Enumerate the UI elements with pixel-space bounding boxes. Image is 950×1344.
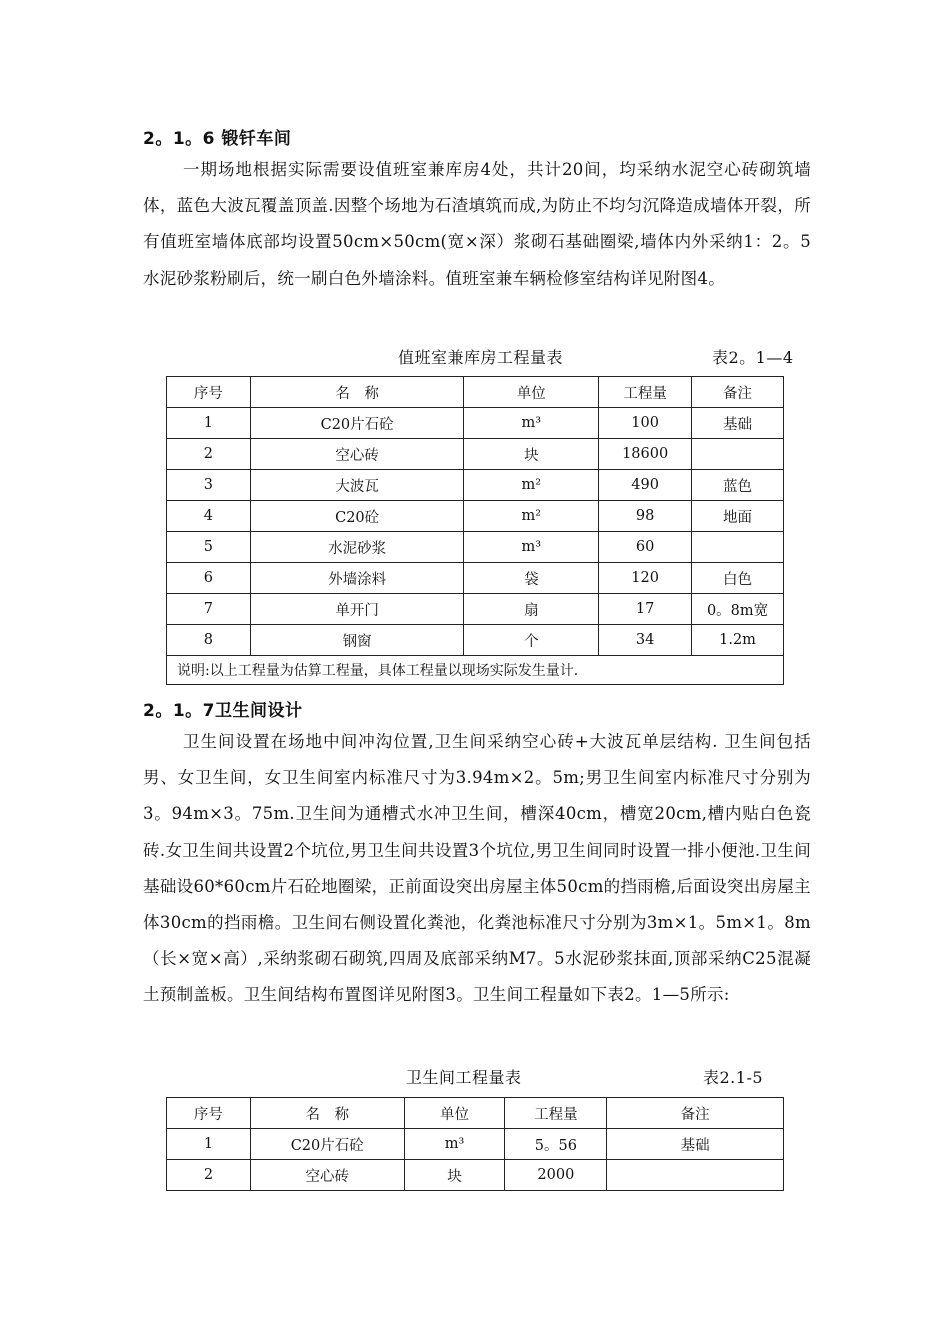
table-cell: 块 xyxy=(464,439,599,470)
table-cell: 120 xyxy=(599,563,692,594)
table-cell: 8 xyxy=(167,625,251,656)
table-row xyxy=(167,625,784,656)
table-cell: 2 xyxy=(167,439,251,470)
table-row xyxy=(167,1160,784,1191)
table-cell: C20片石砼 xyxy=(250,408,464,439)
table-cell: 1 xyxy=(167,1129,251,1160)
table2-number: 表2.1-5 xyxy=(703,1068,764,1087)
section-paragraph-216: 一期场地根据实际需要设值班室兼库房4处，共计20间，均采纳水泥空心砖砌筑墙体，蓝色大波瓦覆盖顶盖.因整个场地为石渣填筑而成,为防止不均匀沉降造成墙体开裂，所有值班室墙体底部均设置50cm×50cm(宽×深）浆砌石基础圈梁,墙体内外采纳1：2。5水泥砂浆粉刷后，统一刷白色外墙涂料。值班室兼车辆检修室结构详见附图4。 xyxy=(143,160,811,288)
table2-header-cell: 工程量 xyxy=(505,1098,607,1129)
table-cell: 98 xyxy=(599,501,692,532)
table1-title: 值班室兼库房工程量表 xyxy=(398,348,564,367)
table-cell: m³ xyxy=(464,532,599,563)
table1-header-cell: 序号 xyxy=(167,377,251,408)
table1-header-cell: 工程量 xyxy=(599,377,692,408)
table-row xyxy=(167,594,784,625)
table-row xyxy=(167,439,784,470)
table-cell: 5 xyxy=(167,532,251,563)
table-row xyxy=(167,1129,784,1160)
table-cell: 2000 xyxy=(505,1160,607,1191)
table-cell: 扇 xyxy=(464,594,599,625)
table1-number: 表2。1—4 xyxy=(712,348,794,367)
table-cell: 外墙涂料 xyxy=(250,563,464,594)
table-cell: 5。56 xyxy=(505,1129,607,1160)
table-cell: 1 xyxy=(167,408,251,439)
table-cell xyxy=(607,1160,784,1191)
table-cell: m³ xyxy=(464,408,599,439)
table-cell: m² xyxy=(464,470,599,501)
table-cell: 17 xyxy=(599,594,692,625)
table1-header-cell: 单位 xyxy=(464,377,599,408)
table2-header-cell: 单位 xyxy=(404,1098,505,1129)
table-cell: m² xyxy=(464,501,599,532)
section-heading-217: 2。1。7卫生间设计 xyxy=(143,701,303,721)
table-row xyxy=(167,532,784,563)
table-cell: 空心砖 xyxy=(250,439,464,470)
table2-title: 卫生间工程量表 xyxy=(406,1068,522,1087)
table-cell: C20砼 xyxy=(250,501,464,532)
table-cell: 60 xyxy=(599,532,692,563)
table-cell xyxy=(692,439,784,470)
table2-header-cell: 序号 xyxy=(167,1098,251,1129)
table-cell: 0。8m宽 xyxy=(692,594,784,625)
section-paragraph-217: 卫生间设置在场地中间冲沟位置,卫生间采纳空心砖+大波瓦单层结构. 卫生间包括男、女卫生间，女卫生间室内标准尺寸为3.94m×2。5m;男卫生间室内标准尺寸分别为3。94m×3。75m.卫生间为通槽式水冲卫生间，槽深40cm，槽宽20cm,槽内贴白色瓷砖.女卫生间共设置2个坑位,男卫生间共设置3个坑位,男卫生间同时设置一排小便池.卫生间基础设60*60cm片石砼地圈梁，正前面设突出房屋主体50cm的挡雨檐,后面设突出房屋主体30cm的挡雨檐。卫生间右侧设置化粪池，化粪池标准尺寸分别为3m×1。5m×1。8m（长×宽×高）,采纳浆砌石砌筑,四周及底部采纳M7。5水泥砂浆抹面,顶部采纳C25混凝土预制盖板。卫生间结构布置图详见附图3。卫生间工程量如下表2。1—5所示: xyxy=(143,732,811,1005)
table-cell: 1.2m xyxy=(692,625,784,656)
table-cell: 空心砖 xyxy=(250,1160,404,1191)
table1 xyxy=(166,376,784,685)
table2-header-cell: 名 称 xyxy=(250,1098,404,1129)
table-cell: 块 xyxy=(404,1160,505,1191)
table-cell: 基础 xyxy=(607,1129,784,1160)
table-cell: 白色 xyxy=(692,563,784,594)
table-cell xyxy=(692,532,784,563)
table-cell: 钢窗 xyxy=(250,625,464,656)
table-cell: 单开门 xyxy=(250,594,464,625)
table-cell: 2 xyxy=(167,1160,251,1191)
table-cell: 6 xyxy=(167,563,251,594)
table-cell: 地面 xyxy=(692,501,784,532)
table-cell: 个 xyxy=(464,625,599,656)
table-cell: 34 xyxy=(599,625,692,656)
table1-header-row xyxy=(167,377,784,408)
table-cell: 基础 xyxy=(692,408,784,439)
table-row xyxy=(167,563,784,594)
table-cell: m³ xyxy=(404,1129,505,1160)
table-cell: 3 xyxy=(167,470,251,501)
table2-header-cell: 备注 xyxy=(607,1098,784,1129)
table2-header-row xyxy=(167,1098,784,1129)
table-row xyxy=(167,501,784,532)
table-cell: C20片石砼 xyxy=(250,1129,404,1160)
table-cell: 袋 xyxy=(464,563,599,594)
table-row xyxy=(167,470,784,501)
table-row xyxy=(167,408,784,439)
table-cell: 大波瓦 xyxy=(250,470,464,501)
table-cell: 18600 xyxy=(599,439,692,470)
table-cell: 7 xyxy=(167,594,251,625)
table-cell: 4 xyxy=(167,501,251,532)
table1-header-cell: 备注 xyxy=(692,377,784,408)
table1-note-row xyxy=(167,656,784,685)
table-cell: 蓝色 xyxy=(692,470,784,501)
table2 xyxy=(166,1097,784,1191)
table1-header-cell: 名 称 xyxy=(250,377,464,408)
table1-note: 说明:以上工程量为估算工程量，具体工程量以现场实际发生量计. xyxy=(167,656,784,685)
table-cell: 水泥砂浆 xyxy=(250,532,464,563)
table-cell: 100 xyxy=(599,408,692,439)
section-heading-216: 2。1。6 锻钎车间 xyxy=(143,129,292,149)
table-cell: 490 xyxy=(599,470,692,501)
